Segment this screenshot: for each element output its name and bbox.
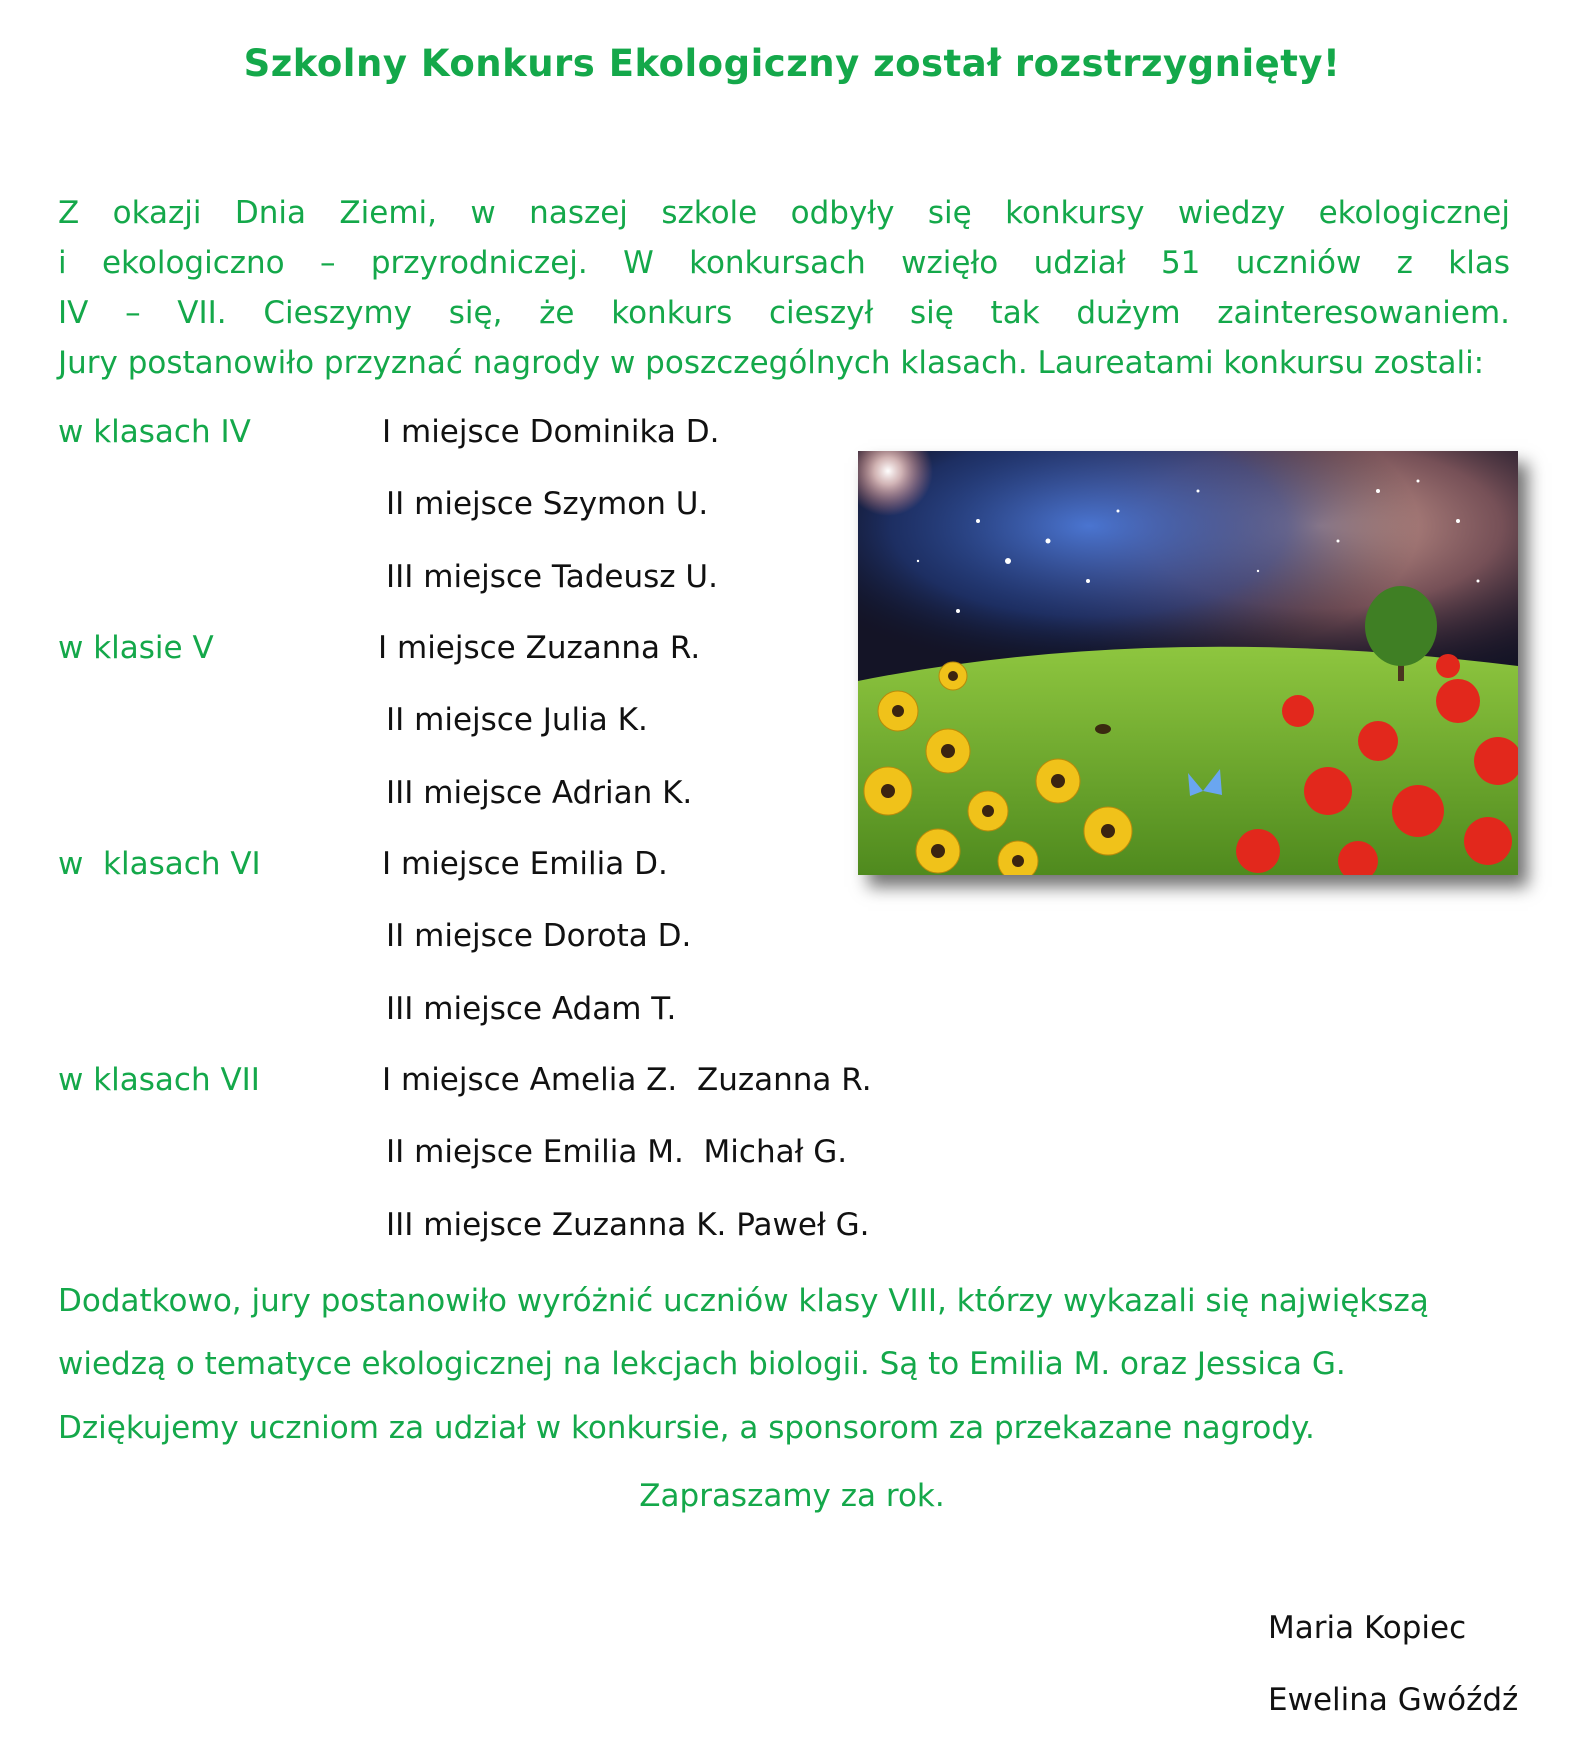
- page-title: Szkolny Konkurs Ekologiczny został rozstrzygnięty!: [243, 42, 1341, 85]
- winner-iv-2: II miejsce Szymon U.: [386, 486, 709, 522]
- winner-v-2: II miejsce Julia K.: [386, 702, 648, 738]
- intro-line-3: IV – VII. Cieszymy się, że konkurs cieszył się tak dużym zainteresowaniem.: [58, 295, 1510, 331]
- winner-iv-3: III miejsce Tadeusz U.: [386, 559, 718, 595]
- signature-1: Maria Kopiec: [1268, 1610, 1467, 1646]
- signature-2: Ewelina Gwóźdź: [1268, 1682, 1519, 1718]
- intro-paragraph: [58, 188, 1510, 388]
- winner-vi-2: II miejsce Dorota D.: [386, 918, 692, 954]
- winner-v-1: I miejsce Zuzanna R.: [378, 630, 701, 666]
- winner-vii-3: III miejsce Zuzanna K. Paweł G.: [386, 1207, 870, 1243]
- winner-iv-1: I miejsce Dominika D.: [382, 414, 720, 450]
- nature-illustration: [858, 451, 1518, 875]
- intro-line-1: Z okazji Dnia Ziemi, w naszej szkole odbyły się konkursy wiedzy ekologicznej: [58, 195, 1510, 231]
- space-meadow-image: [858, 451, 1518, 875]
- thanks-paragraph: Dziękujemy uczniom za udział w konkursie, a sponsorom za przekazane nagrody.: [58, 1410, 1315, 1446]
- intro-line-2: i ekologiczno – przyrodniczej. W konkursach wzięło udział 51 uczniów z klas: [58, 245, 1510, 281]
- class-label-v: w klasie V: [58, 630, 214, 666]
- extra-line-1: Dodatkowo, jury postanowiło wyróżnić uczniów klasy VIII, którzy wykazali się największą: [58, 1283, 1429, 1319]
- winner-vii-1: I miejsce Amelia Z. Zuzanna R.: [382, 1062, 872, 1098]
- class-label-vii: w klasach VII: [58, 1062, 260, 1098]
- extra-line-2: wiedzą o tematyce ekologicznej na lekcjach biologii. Są to Emilia M. oraz Jessica G.: [58, 1346, 1346, 1382]
- invite-text: Zapraszamy za rok.: [639, 1478, 945, 1514]
- winner-v-3: III miejsce Adrian K.: [386, 775, 693, 811]
- class-label-iv: w klasach IV: [58, 414, 251, 450]
- winner-vi-1: I miejsce Emilia D.: [382, 846, 668, 882]
- extra-paragraph: [58, 1270, 1429, 1396]
- winner-vi-3: III miejsce Adam T.: [386, 991, 677, 1027]
- winner-vii-2: II miejsce Emilia M. Michał G.: [386, 1134, 848, 1170]
- intro-line-4: Jury postanowiło przyznać nagrody w poszczególnych klasach. Laureatami konkursu zostali:: [58, 345, 1485, 381]
- class-label-vi: w klasach VI: [58, 846, 261, 882]
